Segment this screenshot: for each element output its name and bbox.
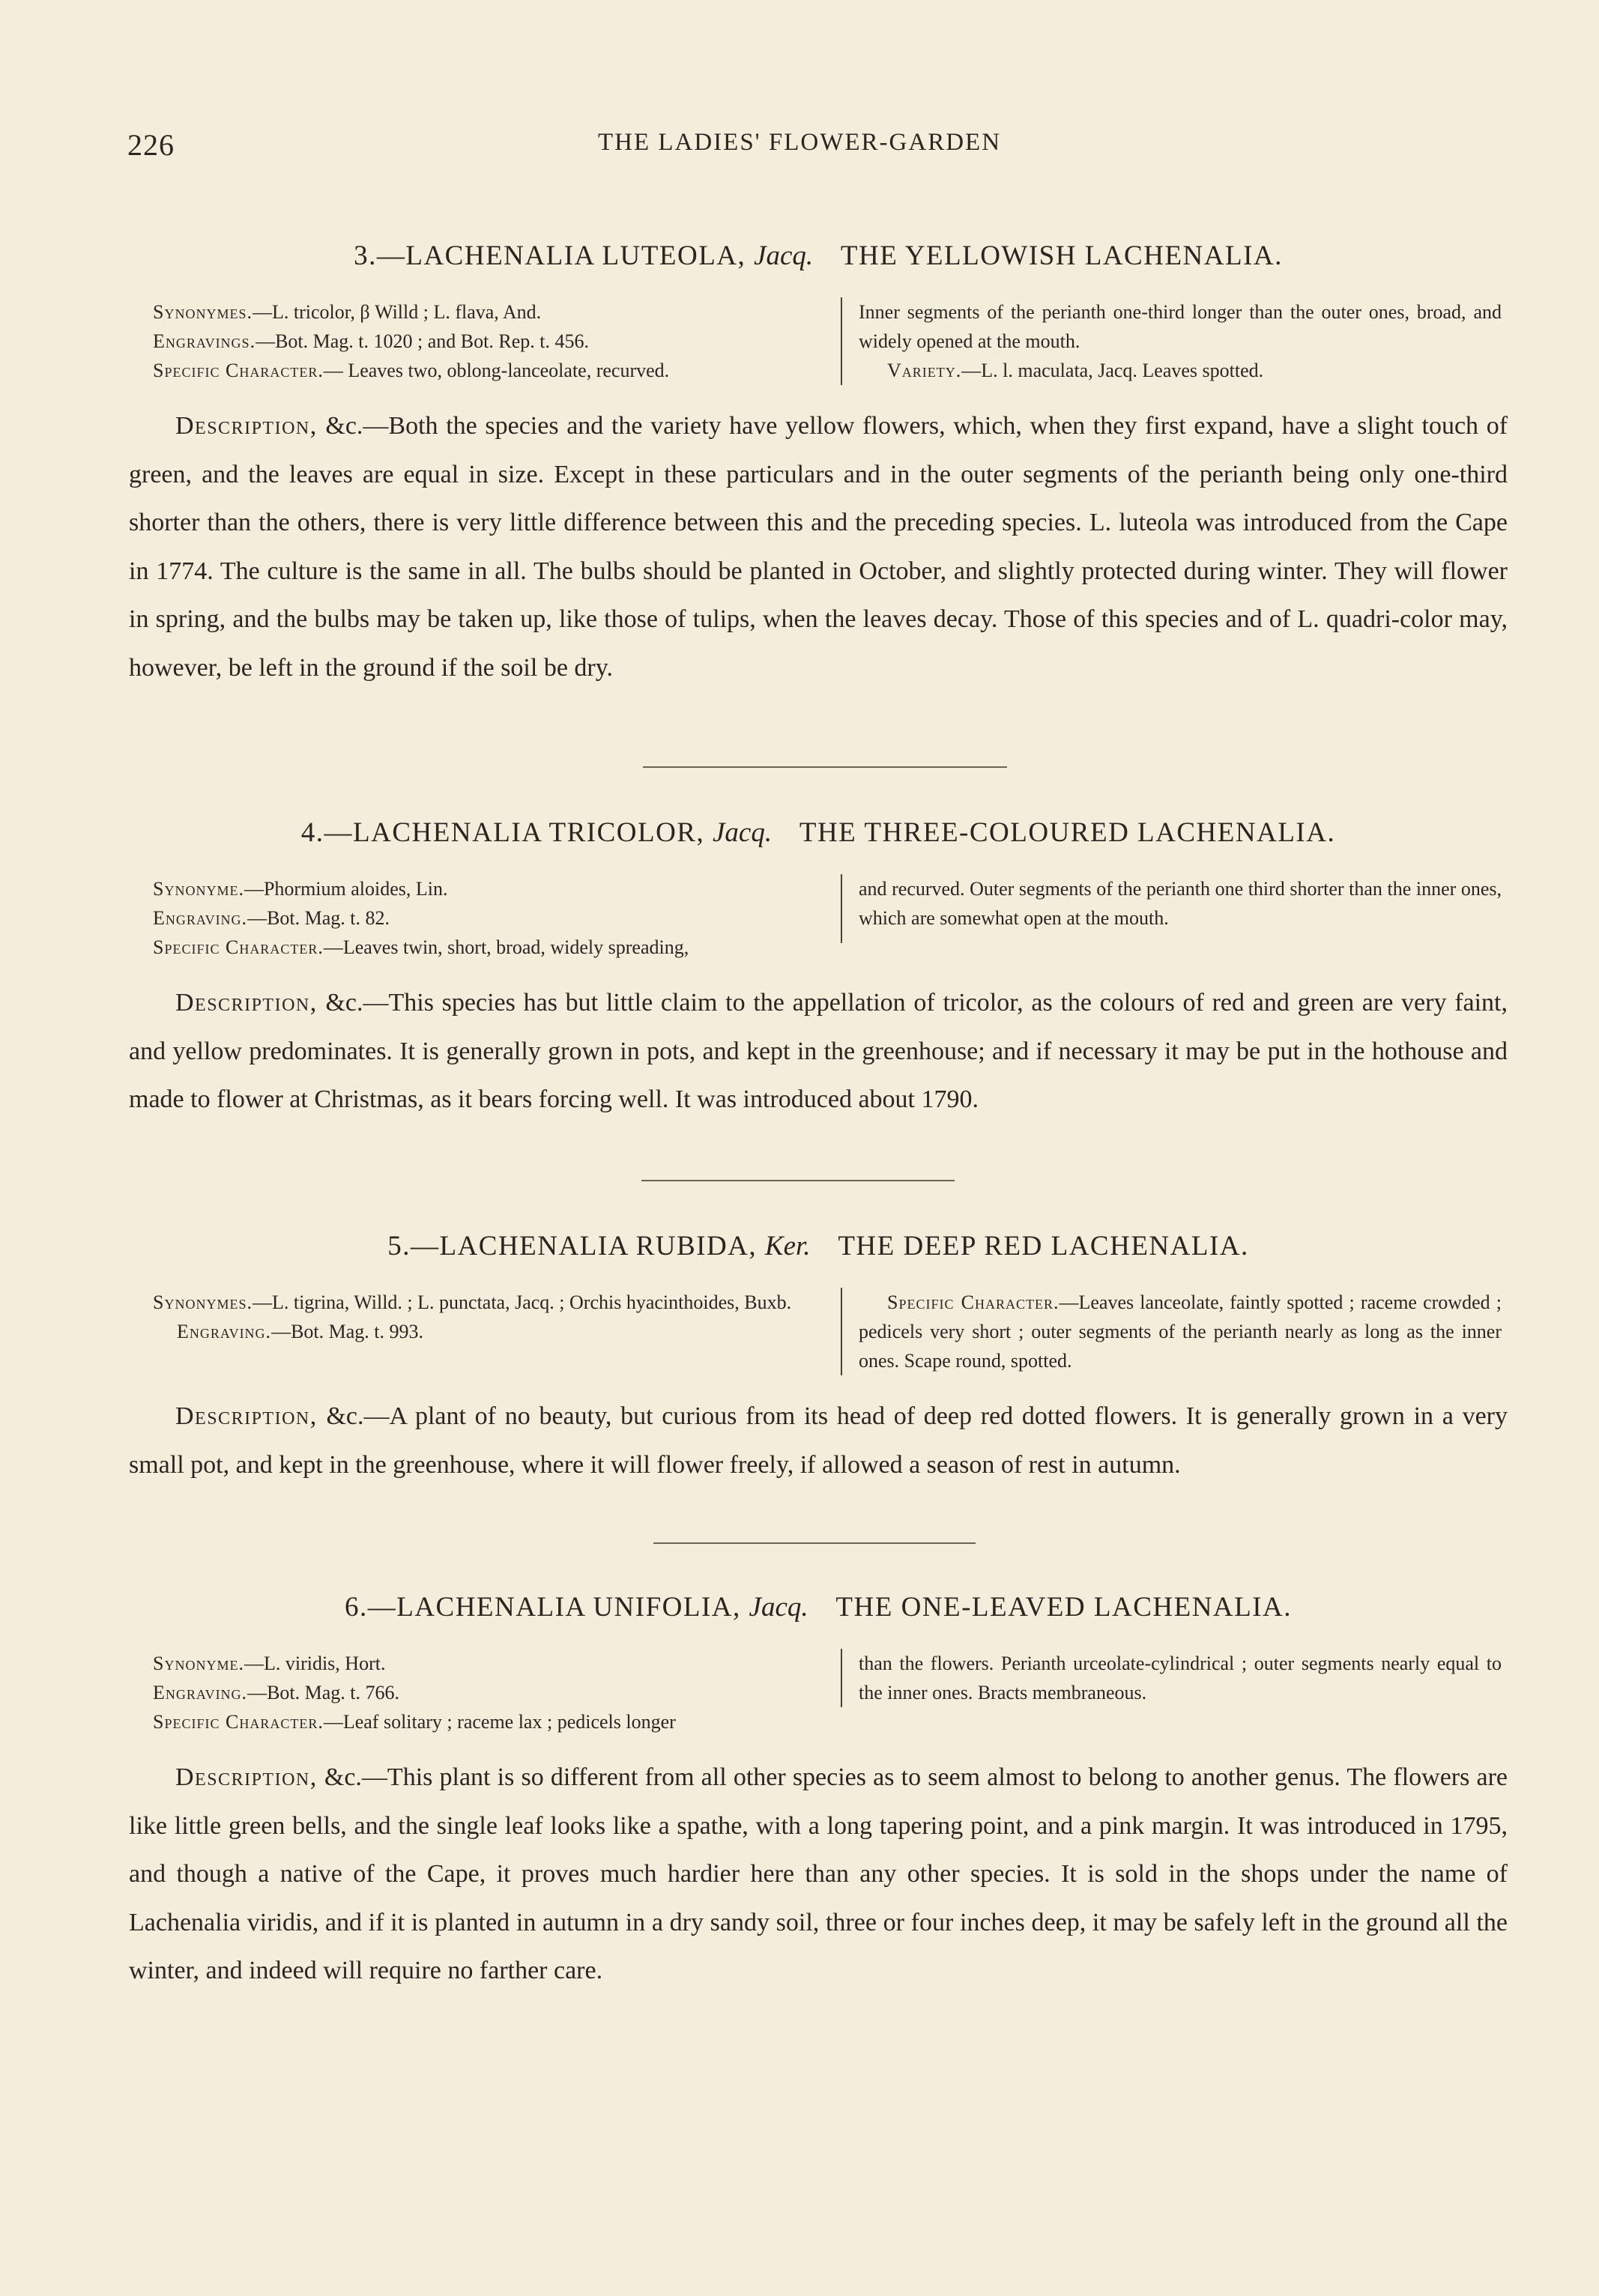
entry-title	[129, 240, 1508, 272]
specs-left	[153, 1649, 829, 1736]
description-paragraph	[129, 979, 1508, 1124]
description-paragraph	[129, 402, 1508, 692]
entry-title	[129, 1591, 1508, 1623]
specific-character-text: —Leaves lanceolate, faintly spotted ; raceme crowded ; pedicels very short ; outer segments of the perianth nearly as long as the inner ones. Scape round, spotted.	[859, 1291, 1502, 1372]
specs-continued-text: than the flowers. Perianth urceolate-cylindrical ; outer segments nearly equal to the inner ones. Bracts membraneous.	[859, 1653, 1502, 1703]
specific-character-text: —Leaf solitary ; raceme lax ; pedicels longer	[323, 1711, 676, 1733]
description-label: Description,	[175, 989, 318, 1017]
section-divider	[641, 1180, 955, 1181]
synonymes-text: —L. tricolor, β Willd ; L. flava, And.	[252, 301, 542, 323]
species-number: 6.—LACHENALIA UNIFOLIA,	[344, 1592, 741, 1623]
synonymes-label: Synonymes.	[153, 1291, 253, 1313]
species-number: 4.—LACHENALIA TRICOLOR,	[300, 817, 705, 848]
specs-block	[129, 1288, 1508, 1376]
running-head: THE LADIES' FLOWER-GARDEN	[597, 129, 1002, 156]
engravings-text: —Bot. Mag. t. 1020 ; and Bot. Rep. t. 456.	[256, 330, 589, 352]
entry-lachenalia-tricolor	[129, 817, 1508, 1124]
engravings-label: Engravings.	[153, 330, 256, 352]
section-divider	[653, 1542, 976, 1544]
description-text: &c.—Both the species and the variety have yellow flowers, which, when they first expand, have a slight touch of green, and the leaves are equal in size. Except in these particulars and in the outer segments of the perianth being only one-third shorter than the others, there is very little difference between this and the preceding species. L. luteola was introduced from the Cape in 1774. The culture is the same in all. The bulbs should be planted in October, and slightly protected during winter. They will flower in spring, and the bulbs may be taken up, like those of tulips, when the leaves decay. Those of this species and of L. quadri-color may, however, be left in the ground if the soil be dry.	[129, 412, 1508, 682]
specific-character-label: Specific Character.	[887, 1291, 1060, 1313]
species-author: Jacq.	[754, 240, 814, 271]
specs-block	[129, 1649, 1508, 1737]
common-name: THE YELLOWISH LACHENALIA.	[840, 240, 1283, 271]
species-author: Jacq.	[749, 1592, 808, 1623]
engravings-label: Engraving.	[177, 1321, 272, 1342]
entry-lachenalia-rubida	[129, 1230, 1508, 1489]
species-number: 5.—LACHENALIA RUBIDA,	[387, 1231, 758, 1261]
specs-block	[129, 297, 1508, 386]
synonymes-text: —Phormium aloides, Lin.	[244, 878, 448, 900]
entry-lachenalia-luteola	[129, 240, 1508, 692]
page-number: 226	[127, 128, 175, 162]
species-author: Jacq.	[712, 817, 773, 848]
species-number: 3.—LACHENALIA LUTEOLA,	[354, 240, 746, 271]
description-paragraph	[129, 1393, 1508, 1489]
specs-continued-text: Inner segments of the perianth one-third longer than the outer ones, broad, and widely opened at the mouth.	[859, 301, 1502, 352]
specs-left	[153, 1288, 829, 1346]
variety-text: —L. l. maculata, Jacq. Leaves spotted.	[961, 360, 1264, 381]
engravings-label: Engraving.	[153, 907, 248, 929]
engravings-label: Engraving.	[153, 1682, 248, 1703]
section-divider	[643, 766, 1007, 768]
synonymes-text: —L. viridis, Hort.	[244, 1653, 386, 1674]
description-text: &c.—A plant of no beauty, but curious from its head of deep red dotted flowers. It is generally grown in a very small pot, and kept in the greenhouse, where it will flower freely, if allowed a season of rest in autumn.	[129, 1402, 1508, 1479]
specific-character-label: Specific Character.	[153, 1711, 324, 1733]
specs-right	[841, 1649, 1502, 1707]
common-name: THE THREE-COLOURED LACHENALIA.	[799, 817, 1336, 848]
specs-right	[841, 1288, 1502, 1375]
engravings-text: —Bot. Mag. t. 82.	[247, 907, 390, 929]
common-name: THE ONE-LEAVED LACHENALIA.	[835, 1592, 1293, 1623]
specs-right	[841, 874, 1502, 943]
entry-title	[129, 1230, 1508, 1262]
synonymes-label: Synonyme.	[153, 878, 244, 900]
specs-left	[153, 874, 829, 962]
variety-label: Variety.	[887, 360, 962, 381]
engravings-text: —Bot. Mag. t. 766.	[247, 1682, 400, 1703]
synonymes-label: Synonyme.	[153, 1653, 244, 1674]
specs-block	[129, 874, 1508, 963]
specific-character-text: — Leaves two, oblong-lanceolate, recurved.	[323, 360, 670, 381]
description-text: &c.—This plant is so different from all other species as to seem almost to belong to another genus. The flowers are like little green bells, and the single leaf looks like a spathe, with a long tapering point, and a pink margin. It was introduced in 1795, and though a native of the Cape, it proves much hardier here than any other species. It is sold in the shops under the name of Lachenalia viridis, and if it is planted in autumn in a dry sandy soil, three or four inches deep, it may be safely left in the ground all the winter, and indeed will require no farther care.	[129, 1763, 1508, 1984]
common-name: THE DEEP RED LACHENALIA.	[838, 1231, 1249, 1261]
synonymes-label: Synonymes.	[153, 301, 253, 323]
specific-character-label: Specific Character.	[153, 936, 324, 958]
specific-character-label: Specific Character.	[153, 360, 324, 381]
engravings-text: —Bot. Mag. t. 993.	[271, 1321, 424, 1342]
description-label: Description,	[175, 1402, 318, 1430]
synonymes-text: —L. tigrina, Willd. ; L. punctata, Jacq. ; Orchis hyacinthoides, Buxb.	[252, 1291, 792, 1313]
entry-title	[129, 817, 1508, 849]
species-author: Ker.	[764, 1231, 811, 1261]
specs-left	[153, 297, 829, 385]
description-label: Description,	[175, 412, 318, 440]
description-text: &c.—This species has but little claim to the appellation of tricolor, as the colours of red and green are very faint, and yellow predominates. It is generally grown in pots, and kept in the greenhouse; and if necessary it may be put in the hothouse and made to flower at Christmas, as it bears forcing well. It was introduced about 1790.	[129, 989, 1508, 1113]
entry-lachenalia-unifolia	[129, 1591, 1508, 1996]
specs-right	[841, 297, 1502, 385]
description-paragraph	[129, 1754, 1508, 1996]
specs-continued-text: and recurved. Outer segments of the perianth one third shorter than the inner ones, which are somewhat open at the mouth.	[859, 878, 1502, 929]
specific-character-text: —Leaves twin, short, broad, widely spreading,	[323, 936, 689, 958]
description-label: Description,	[175, 1763, 318, 1791]
